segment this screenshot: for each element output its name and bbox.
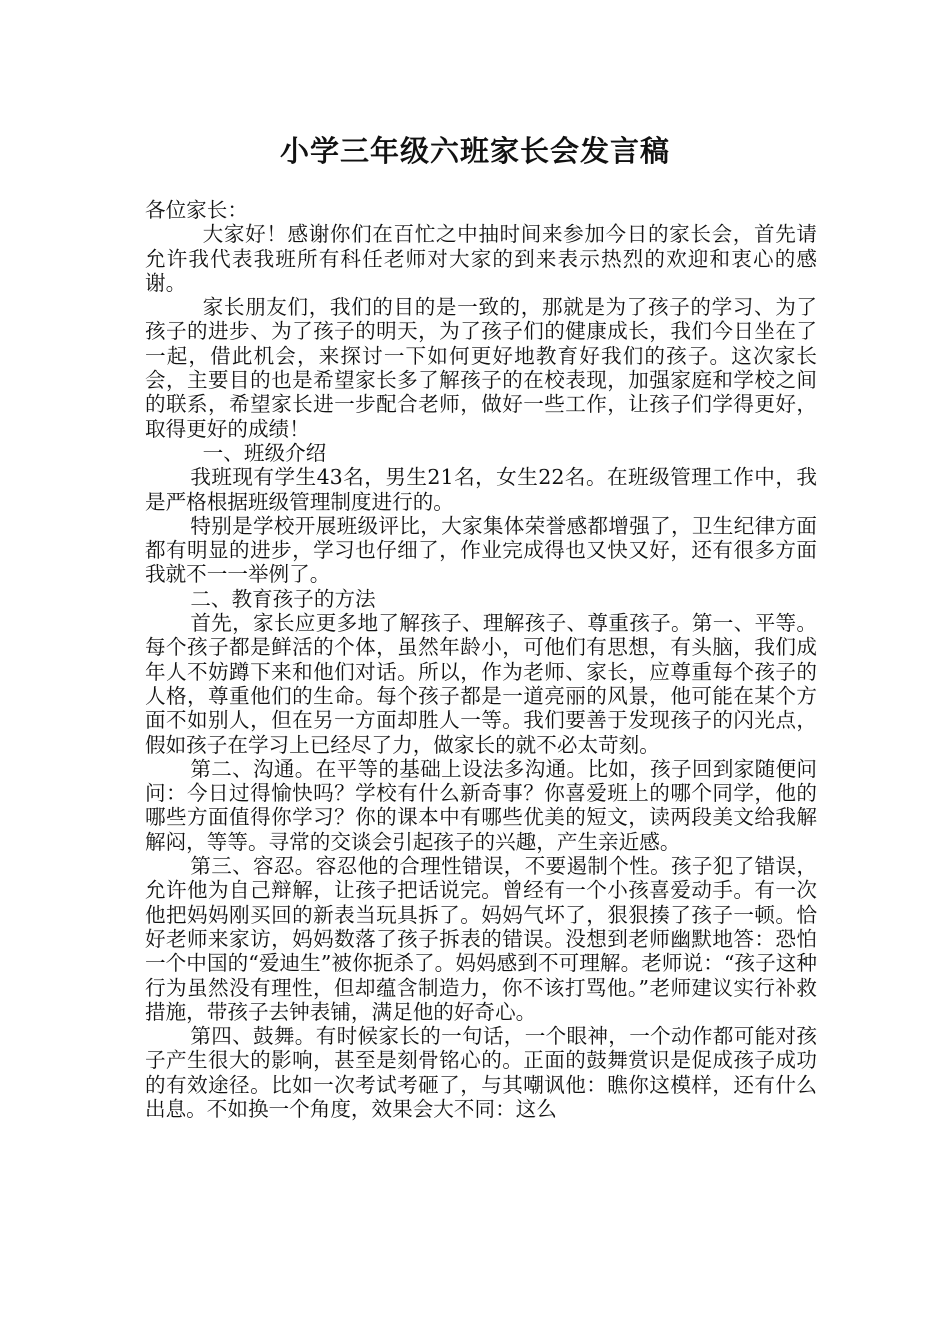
section-heading-class-intro: 一、班级介绍 — [202, 440, 327, 465]
class-intro-paragraph: 我班现有学生43名，男生21名，女生22名。在班级管理工作中，我是严格根据班级管理制度进行的。 — [145, 465, 817, 514]
method-communication-paragraph: 第二、沟通。在平等的基础上设法多沟通。比如，孩子回到家随便问问：今日过得愉快吗？学校有什么新奇事？你喜爱班上的哪个同学，他的哪些方面值得你学习？你的课本中有哪些优美的短文，读两段美文给我解解闷，等等。寻常的交谈会引起孩子的兴趣，产生亲近感。 — [145, 756, 817, 854]
class-progress-paragraph: 特别是学校开展班级评比，大家集体荣誉感都增强了，卫生纪律方面都有明显的进步，学习也仔细了，作业完成得也又快又好，还有很多方面我就不一一举例了。 — [145, 513, 817, 587]
section-heading-education-methods: 二、教育孩子的方法 — [190, 586, 376, 611]
document-body — [145, 198, 817, 1121]
document-title: 小学三年级六班家长会发言稿 — [279, 134, 670, 168]
method-encouragement-paragraph: 第四、鼓舞。有时候家长的一句话，一个眼神，一个动作都可能对孩子产生很大的影响，甚至是刻骨铭心的。正面的鼓舞赏识是促成孩子成功的有效途径。比如一次考试考砸了，与其嘲讽他：瞧你这模样，还有什么出息。不如换一个角度，效果会大不同：这么 — [145, 1024, 817, 1121]
method-tolerance-paragraph: 第三、容忍。容忍他的合理性错误，不要遏制个性。孩子犯了错误，允许他为自己辩解，让孩子把话说完。曾经有一个小孩喜爱动手。有一次他把妈妈刚买回的新表当玩具拆了。妈妈气坏了，狠狠揍了孩子一顿。恰好老师来家访，妈妈数落了孩子拆表的错误。没想到老师幽默地答：恐怕一个中国的“爱迪生”被你扼杀了。妈妈感到不可理解。老师说：“孩子这种行为虽然没有理性，但却蕴含制造力，你不该打骂他。”老师建议实行补救措施，带孩子去钟表铺，满足他的好奇心。 — [145, 854, 817, 1024]
purpose-paragraph: 家长朋友们，我们的目的是一致的，那就是为了孩子的学习、为了孩子的进步、为了孩子的明天，为了孩子们的健康成长，我们今日坐在了一起，借此机会，来探讨一下如何更好地教育好我们的孩子。这次家长会，主要目的也是希望家长多了解孩子的在校表现，加强家庭和学校之间的联系，希望家长进一步配合老师，做好一些工作，让孩子们学得更好，取得更好的成绩！ — [145, 295, 817, 441]
salutation: 各位家长： — [145, 198, 248, 222]
method-equality-paragraph: 首先，家长应更多地了解孩子、理解孩子、尊重孩子。第一、平等。每个孩子都是鲜活的个体，虽然年龄小，可他们有思想，有头脑，我们成年人不妨蹲下来和他们对话。所以，作为老师、家长，应尊重每个孩子的人格，尊重他们的生命。每个孩子都是一道亮丽的风景，他可能在某个方面不如别人，但在另一方面却胜人一等。我们要善于发现孩子的闪光点，假如孩子在学习上已经尽了力，做家长的就不必太苛刻。 — [145, 611, 817, 757]
opening-paragraph: 大家好！感谢你们在百忙之中抽时间来参加今日的家长会，首先请允许我代表我班所有科任老师对大家的到来表示热烈的欢迎和衷心的感谢。 — [145, 222, 817, 295]
